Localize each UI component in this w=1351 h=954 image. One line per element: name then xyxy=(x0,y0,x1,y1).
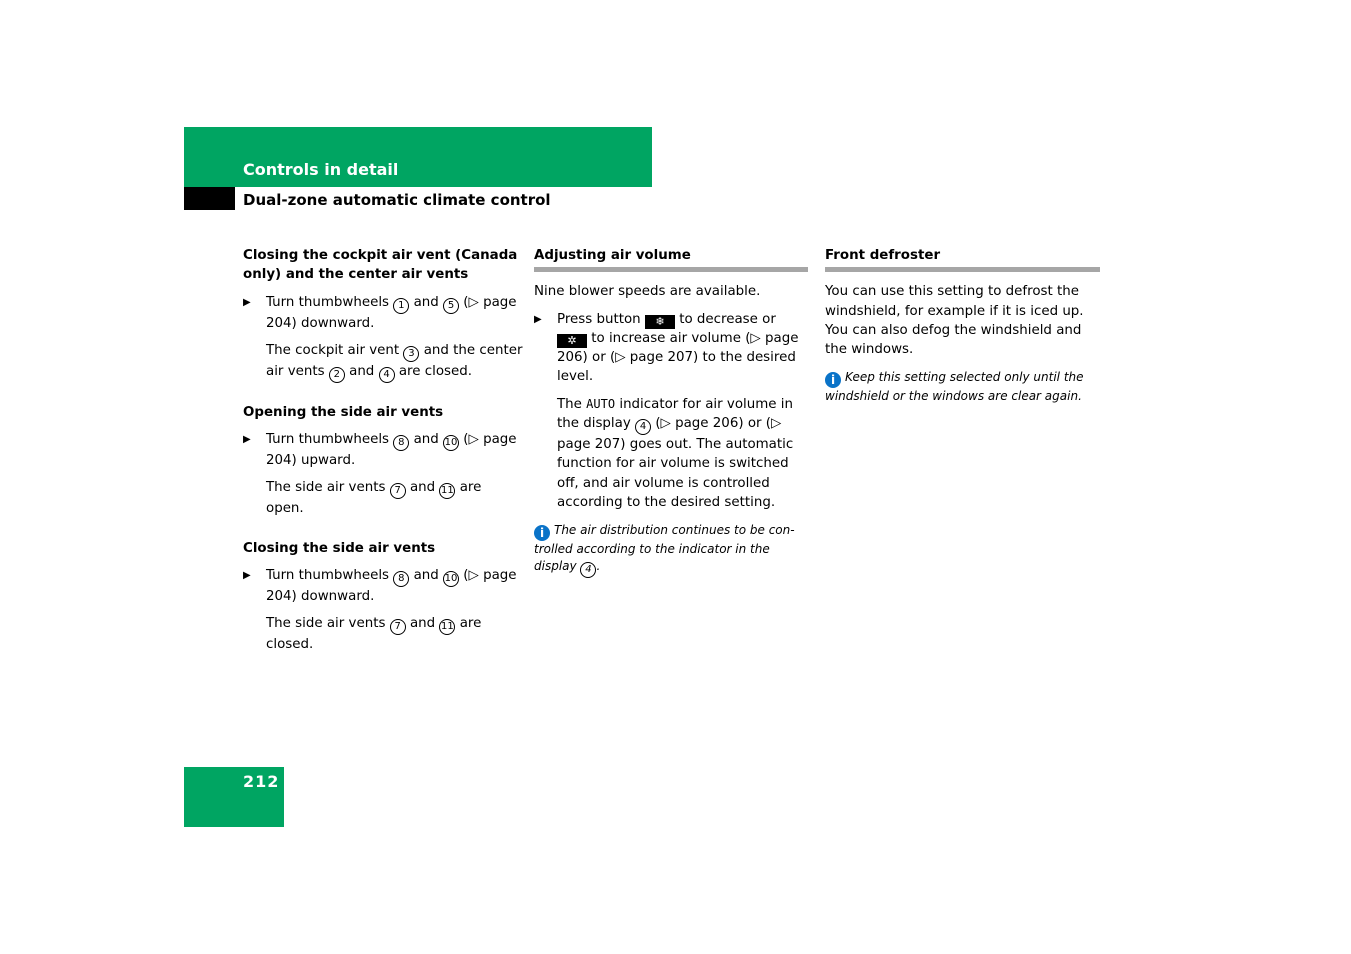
result-auto-indicator: The AUTO indicator for air volume in the display 4 (▷ page 206) or (▷ page 207) goes out. The automatic function for air volume is switched off, and air volume is controlled according to the desired setting. xyxy=(557,396,794,510)
callout-1: 1 xyxy=(393,298,409,314)
callout-4: 4 xyxy=(635,419,651,435)
info-icon: i xyxy=(825,372,841,388)
callout-4: 4 xyxy=(379,367,395,383)
page-number: 212 xyxy=(243,772,280,791)
page-reference: (▷ page 204) downward. xyxy=(266,294,517,331)
instruction-turn-thumbwheels-down-2: ▶ Turn thumbwheels 8 and 10 (▷ page 204) downward. xyxy=(243,568,517,605)
heading-opening-side-vents: Opening the side air vents xyxy=(243,404,444,420)
heading-closing-side-vents: Closing the side air vents xyxy=(243,540,436,556)
fan-decrease-icon: ❄ xyxy=(645,315,675,329)
callout-7: 7 xyxy=(390,619,406,635)
callout-11: 11 xyxy=(439,483,455,499)
instruction-turn-thumbwheels-up: ▶ Turn thumbwheels 8 and 10 (▷ page 204) upward. xyxy=(243,432,517,469)
page-subtitle: Dual-zone automatic climate control xyxy=(243,191,551,209)
bullet-icon: ▶ xyxy=(243,434,251,446)
callout-10: 10 xyxy=(443,435,459,451)
intro-blower-speeds: Nine blower speeds are available. xyxy=(534,284,761,300)
note-defroster: i Keep this setting selected only until the windshield or the windows are clear again. xyxy=(825,370,1084,404)
page-reference: (▷ page 204) downward. xyxy=(266,568,517,605)
callout-7: 7 xyxy=(390,483,406,499)
column-air-volume xyxy=(534,246,808,578)
bullet-icon: ▶ xyxy=(243,296,251,308)
callout-2: 2 xyxy=(329,367,345,383)
instruction-press-button: ▶ Press button ❄ to decrease or ✲ to increase air volume (▷ page 206) or (▷ page 207) to the desired level. xyxy=(534,311,799,385)
heading-front-defroster: Front defroster xyxy=(825,246,1100,272)
column-vents xyxy=(243,246,523,655)
info-icon: i xyxy=(534,525,550,541)
page-reference: (▷ page 204) upward. xyxy=(266,432,517,469)
bullet-icon: ▶ xyxy=(243,570,251,582)
section-title: Controls in detail xyxy=(243,160,399,179)
bullet-icon: ▶ xyxy=(534,313,542,325)
auto-indicator-label: AUTO xyxy=(586,396,616,411)
heading-closing-cockpit-vent: Closing the cockpit air vent (Canada only) and the center air vents xyxy=(243,248,518,283)
callout-3: 3 xyxy=(403,346,419,362)
result-side-vents-closed: The side air vents 7 and 11 are closed. xyxy=(266,616,482,653)
fan-increase-icon: ✲ xyxy=(557,334,587,348)
section-marker xyxy=(184,187,235,210)
result-side-vents-open: The side air vents 7 and 11 are open. xyxy=(266,480,482,517)
callout-11: 11 xyxy=(439,619,455,635)
defroster-description: You can use this setting to defrost the windshield, for example if it is iced up. You can also defog the windshield and the windows. xyxy=(825,284,1084,358)
instruction-turn-thumbwheels-down: ▶ Turn thumbwheels 1 and 5 (▷ page 204) downward. xyxy=(243,294,517,331)
callout-4: 4 xyxy=(580,562,596,578)
callout-8: 8 xyxy=(393,435,409,451)
note-air-distribution: i The air distribution continues to be con-trolled according to the indicator in the display 4 . xyxy=(534,522,808,578)
callout-8: 8 xyxy=(393,571,409,587)
callout-10: 10 xyxy=(443,571,459,587)
heading-adjusting-air-volume: Adjusting air volume xyxy=(534,246,808,272)
column-front-defroster xyxy=(825,246,1100,405)
callout-5: 5 xyxy=(443,298,459,314)
result-vents-closed: The cockpit air vent 3 and the center air vents 2 and 4 are closed. xyxy=(243,341,523,383)
